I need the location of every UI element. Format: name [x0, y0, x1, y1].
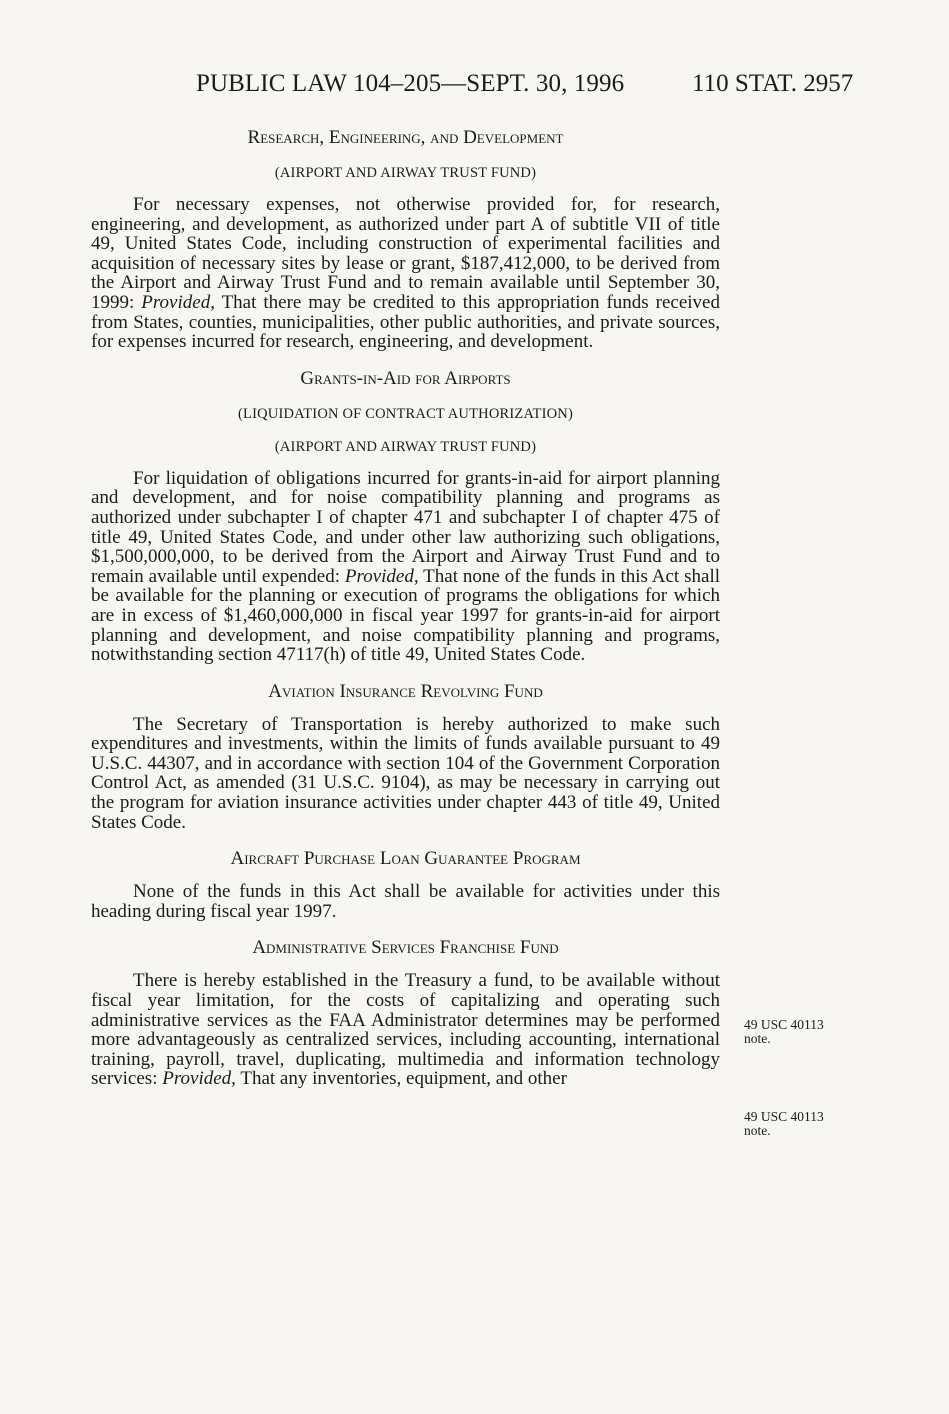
aircraft-heading: Aircraft Purchase Loan Guarantee Program: [230, 848, 581, 870]
page-header-title: PUBLIC LAW 104–205—SEPT. 30, 1996: [196, 70, 625, 97]
research-subheading: (AIRPORT AND AIRWAY TRUST FUND): [274, 165, 537, 181]
insurance-paragraph: The Secretary of Transportation is hereby authorized to make such expenditures and investments, within the limits of funds available pursuant to 49 U.S.C. 44307, and in accordance with section 104 of the Government Corporation Control Act, as amended (31 U.S.C. 9104), as may be necessary in carrying out the program for aviation insurance activities under chapter 443 of title 49, United States Code.: [91, 713, 720, 833]
grants-subheading-liquidation: (LIQUIDATION OF CONTRACT AUTHORIZATION): [238, 405, 573, 422]
admin-proviso: Provided,: [162, 1068, 236, 1090]
admin-heading: Administrative Services Franchise Fund: [252, 937, 559, 959]
insurance-heading: Aviation Insurance Revolving Fund: [268, 680, 543, 702]
grants-paragraph: For liquidation of obligations incurred for grants-in-aid for airport planning and development, and for noise compatibility planning and programs as authorized under subchapter I of chapter 471 and subchapter I of chapter 475 of title 49, United States Code, and under other law authorizing such obligations, $1,500,000,000, to be derived from the Airport and Airway Trust Fund and to remain available until expended: Provided, That none of the funds in this Act shall be available for the planning or execution of programs the obligations for which are in excess of $1,460,000,000 in fiscal year 1997 for grants-in-aid for airport planning and development, and noise compatibility planning and programs, notwithstanding section 47117(h) of title 49, United States Code.: [91, 467, 721, 666]
admin-paragraph: There is hereby established in the Treasury a fund, to be available without fiscal year limitation, for the costs of capitalizing and operating such administrative services as the FAA Administrator determines may be performed more advantageously as centralized services, including accounting, international training, payroll, travel, duplicating, multimedia and information technology services: Provided, That any inventories, equipment, and other: [91, 970, 720, 1090]
grants-subheading-trust-fund: (AIRPORT AND AIRWAY TRUST FUND): [274, 438, 537, 455]
grants-heading: Grants-in-Aid for Airports: [300, 367, 511, 389]
page-header-stat: 110 STAT. 2957: [692, 70, 854, 97]
aircraft-paragraph: None of the funds in this Act shall be available for activities under this heading during fiscal year 1997.: [91, 881, 720, 922]
text-column: [91, 126, 720, 1089]
research-heading: Research, Engineering, and Development: [247, 127, 564, 148]
research-paragraph: For necessary expenses, not otherwise provided for, for research, engineering, and development, as authorized under part A of subtitle VII of title 49, United States Code, including construction of experimental facilities and acquisition of necessary sites by lease or grant, $187,412,000, to be derived from the Airport and Airway Trust Fund and to remain available until September 30, 1999: Provided, That there may be credited to this appropriation funds received from States, counties, municipalities, other public authorities, and private sources, for expenses incurred for research, engineering, and development.: [91, 194, 720, 353]
aircraft-margin-note: 49 USC 40113 note.: [744, 1017, 824, 1046]
research-proviso: Provided,: [141, 291, 215, 313]
grants-proviso: Provided,: [344, 565, 419, 587]
admin-margin-note: 49 USC 40113 note.: [744, 1109, 824, 1138]
